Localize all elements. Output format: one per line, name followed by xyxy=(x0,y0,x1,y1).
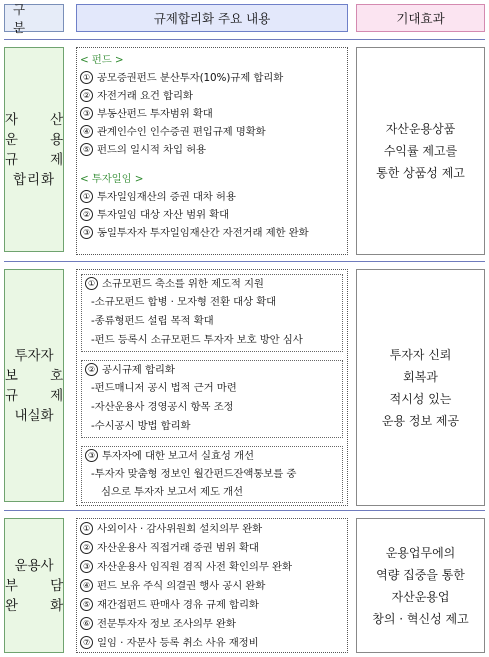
sub-item: -수시공시 방법 합리화 xyxy=(91,420,191,432)
sub-item: -종류형펀드 설립 목적 확대 xyxy=(91,315,214,327)
category-line: 규 제 xyxy=(4,387,78,404)
content-box-investor-protection xyxy=(76,269,348,506)
effect-line: 자산운용업 xyxy=(391,589,450,604)
list-item: ① 사외이사 · 감사위원회 설치의무 완화 xyxy=(80,521,345,538)
sub-item: 심으로 투자자 보고서 제도 개선 xyxy=(101,486,243,498)
sub-item: -소규모펀드 합병 · 모자형 전환 대상 확대 xyxy=(91,296,277,308)
list-item: ④ 펀드 보유 주식 의결권 행사 공시 완화 xyxy=(80,578,345,595)
list-item: ③ 자산운용사 임직원 겸직 사전 확인의무 완화 xyxy=(80,559,345,576)
effect-line: 회복과 xyxy=(403,369,438,384)
list-item: ⑤ 재간접펀드 판매사 경유 규제 합리화 xyxy=(80,597,345,614)
effect-box-burden-relief xyxy=(356,518,485,653)
header-content: 규제합리화 주요 내용 xyxy=(76,4,348,32)
effect-line: 통한 상품성 제고 xyxy=(376,166,465,180)
content-box-burden-relief xyxy=(76,518,348,653)
effect-line: 자산운용상품 xyxy=(385,122,456,136)
list-item: ① 공모증권펀드 분산투자(10%)규제 합리화 xyxy=(80,70,345,87)
effect-line: 수익률 제고를 xyxy=(383,144,458,158)
list-item: ② 자전거래 요건 합리화 xyxy=(80,88,345,105)
effect-line: 투자자 신뢰 xyxy=(389,347,452,362)
separator-line xyxy=(4,261,485,262)
category-investor-protection xyxy=(4,269,78,502)
sub-box-title: ② 공시규제 합리화 xyxy=(85,362,340,379)
list-item: ⑥ 전문투자자 정보 조사의무 완화 xyxy=(80,616,345,633)
effect-line: 창의 · 혁신성 제고 xyxy=(372,611,469,626)
category-line: 자 산 xyxy=(4,111,78,128)
effect-line: 운용 정보 제공 xyxy=(381,413,460,428)
effect-line: 적시성 있는 xyxy=(389,391,452,406)
sub-box-report xyxy=(81,446,343,503)
category-line: 내실화 xyxy=(14,407,54,424)
sub-item: -자산운용사 경영공시 항목 조정 xyxy=(91,401,234,413)
list-item: ⑤ 펀드의 일시적 차입 허용 xyxy=(80,142,345,159)
category-line: 보 호 xyxy=(4,367,78,384)
category-burden-relief xyxy=(4,518,78,653)
category-asset-management xyxy=(4,47,78,252)
category-line: 운 용 xyxy=(4,131,78,148)
effect-box-investor-protection xyxy=(356,269,485,506)
sub-item: -펀드 등록시 소규모펀드 투자자 보호 방안 심사 xyxy=(91,334,303,346)
header-gubun: 구 분 xyxy=(4,4,64,32)
sub-box-title: ③ 투자자에 대한 보고서 실효성 개선 xyxy=(85,448,340,465)
category-line: 투자자 xyxy=(14,347,54,364)
category-line: 완 화 xyxy=(4,597,78,614)
separator-line xyxy=(4,39,485,40)
list-item: ② 자산운용사 직접거래 증권 범위 확대 xyxy=(80,540,345,557)
sub-box-small-fund xyxy=(81,274,343,352)
header-effect: 기대효과 xyxy=(356,4,485,32)
list-item: ② 투자일임 대상 자산 범위 확대 xyxy=(80,207,345,224)
category-line: 규 제 xyxy=(4,151,78,168)
list-item: ⑦ 일임 · 자문사 등록 취소 사유 재정비 xyxy=(80,635,345,652)
sub-item: -투자자 맞춤형 정보인 월간펀드잔액통보를 중 xyxy=(91,468,297,480)
list-item: ③ 동일투자자 투자일임재산간 자전거래 제한 완화 xyxy=(80,225,345,242)
list-item: ③ 부동산펀드 투자범위 확대 xyxy=(80,106,345,123)
sub-item: -펀드매니저 공시 법적 근거 마련 xyxy=(91,382,237,394)
list-item: ④ 관계인수인 인수증권 편입규제 명확화 xyxy=(80,124,345,141)
group-title-investment-discretionary: < 투자일임 > xyxy=(80,173,144,185)
category-line: 합리화 xyxy=(12,171,56,188)
effect-line: 역량 집중을 통한 xyxy=(376,567,465,582)
effect-box-asset-management xyxy=(356,47,485,255)
content-box-asset-management xyxy=(76,47,348,255)
separator-line xyxy=(4,510,485,511)
list-item: ① 투자일임재산의 증권 대차 허용 xyxy=(80,189,345,206)
group-title-fund: < 펀드 > xyxy=(80,54,124,66)
category-line: 부 담 xyxy=(4,577,78,594)
category-line: 운용사 xyxy=(14,557,54,574)
sub-box-title: ① 소규모펀드 축소를 위한 제도적 지원 xyxy=(85,276,340,293)
effect-line: 운용업무에의 xyxy=(385,545,456,560)
sub-box-disclosure xyxy=(81,360,343,438)
